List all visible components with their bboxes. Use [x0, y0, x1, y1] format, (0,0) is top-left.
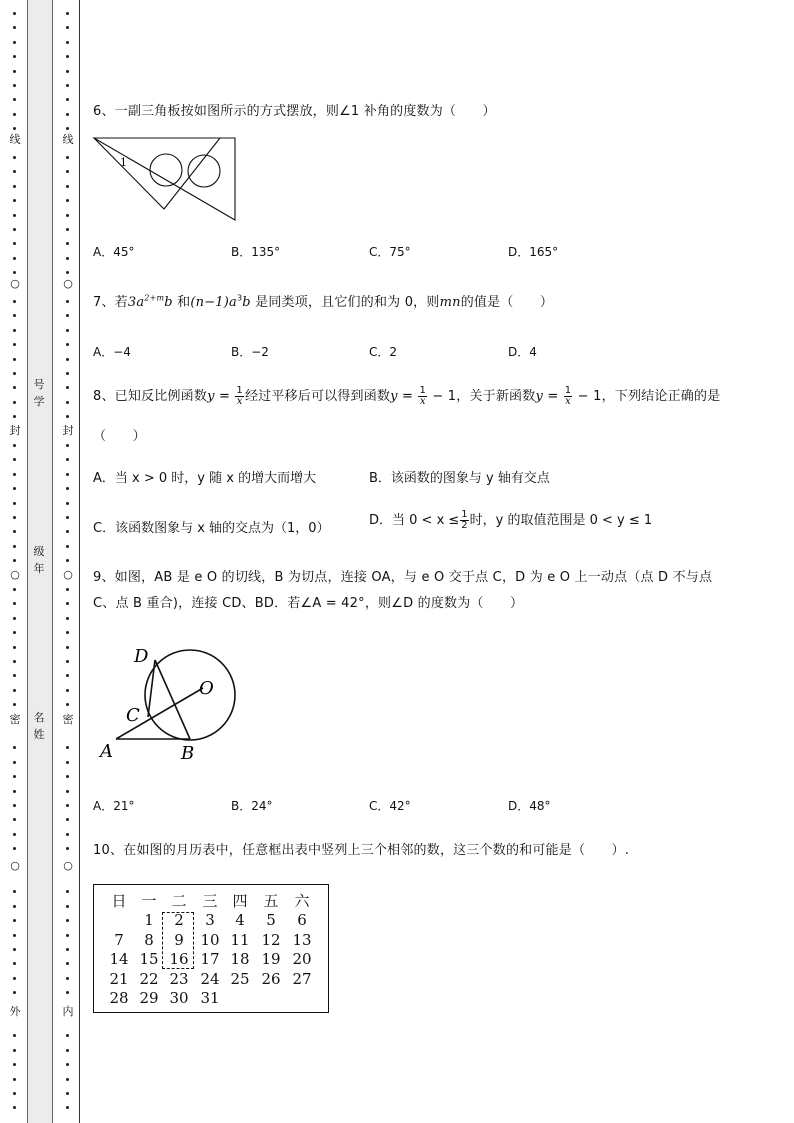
outer-gutter-dot [13, 545, 16, 548]
outer-gutter-marker: 外 [9, 1005, 21, 1018]
outer-gutter-dot [13, 329, 16, 332]
outer-gutter-dot [13, 401, 16, 404]
calendar-day: 17 [200, 950, 220, 969]
calendar-weekday-header: 二 [171, 892, 187, 910]
inner-gutter-dot [66, 674, 69, 677]
q9-option-c[interactable]: C．42° [369, 799, 411, 813]
point-d-label: D [134, 646, 149, 667]
inner-gutter-dot [66, 26, 69, 29]
q8-option-d[interactable]: D．当 0 < x ≤ $\frac{1}{2}$ 时，y 的取值范围是 0 < y ≤ 1 [369, 509, 653, 531]
calendar-day: 15 [139, 950, 159, 969]
inner-gutter-marker: ○ [63, 277, 73, 290]
point-o-label: O [199, 678, 214, 699]
inner-gutter-dot [66, 358, 69, 361]
inner-gutter-dot [66, 660, 69, 663]
inner-gutter-dot [66, 70, 69, 73]
outer-gutter-dot [13, 559, 16, 562]
calendar-day: 1 [144, 911, 154, 929]
q6-option-a[interactable]: A．45° [93, 245, 135, 259]
outer-gutter-dot [13, 1063, 16, 1066]
inner-gutter-dot [66, 98, 69, 101]
inner-gutter-dot [66, 833, 69, 836]
outer-gutter-dot [13, 833, 16, 836]
inner-gutter-dot [66, 1092, 69, 1095]
inner-gutter-dot [66, 242, 69, 245]
calendar-weekday-header: 日 [111, 892, 127, 910]
inner-gutter-dot [66, 170, 69, 173]
calendar-day: 26 [261, 969, 281, 988]
calendar-weekday-header: 六 [294, 892, 310, 910]
outer-gutter-dot [13, 1049, 16, 1052]
inner-gutter-dot [66, 12, 69, 15]
inner-gutter-dot [66, 401, 69, 404]
inner-gutter-dot [66, 185, 69, 188]
inner-gutter-dot [66, 530, 69, 533]
calendar-day: 25 [230, 969, 250, 988]
outer-gutter-dot [13, 343, 16, 346]
outer-gutter-dot [13, 84, 16, 87]
inner-gutter-dot [66, 588, 69, 591]
q9-option-d[interactable]: D．48° [508, 799, 551, 813]
inner-gutter-dot [66, 545, 69, 548]
inner-gutter-dot [66, 646, 69, 649]
outer-gutter-dot [13, 70, 16, 73]
question-7-text: 7、若$3a^{2+m}b$ 和$(n-1)a^3b$ 是同类项，且它们的和为 0，则mn的值是（ ） [93, 293, 554, 310]
calendar-day: 8 [144, 930, 154, 949]
outer-gutter-dot [13, 804, 16, 807]
inner-gutter-dot [66, 689, 69, 692]
inner-gutter-dot [66, 847, 69, 850]
inner-gutter-dot [66, 1106, 69, 1109]
inner-gutter-dot [66, 790, 69, 793]
inner-gutter-dot [66, 271, 69, 274]
outer-gutter-dot [13, 530, 16, 533]
calendar-day: 28 [109, 989, 129, 1008]
inner-gutter-dot [66, 343, 69, 346]
outer-gutter-dot [13, 934, 16, 937]
calendar-day: 30 [169, 989, 189, 1008]
inner-gutter-dot [66, 775, 69, 778]
inner-gutter-dot [66, 386, 69, 389]
inner-gutter-marker: ○ [63, 568, 73, 581]
inner-gutter-dot [66, 631, 69, 634]
outer-gutter-dot [13, 516, 16, 519]
outer-gutter-dot [13, 962, 16, 965]
inner-gutter-dot [66, 516, 69, 519]
outer-gutter-dot [13, 818, 16, 821]
inner-gutter-dot [66, 617, 69, 620]
q7-option-c[interactable]: C．2 [369, 345, 398, 359]
outer-gutter-dot [13, 113, 16, 116]
inner-gutter-marker: 封 [62, 424, 74, 437]
calendar-weekday-header: 四 [232, 892, 248, 910]
inner-gutter-dot [66, 890, 69, 893]
q6-option-d[interactable]: D．165° [508, 245, 559, 259]
calendar-day: 18 [230, 950, 250, 969]
inner-gutter-dot [66, 156, 69, 159]
outer-gutter-dot [13, 415, 16, 418]
inner-gutter-marker: 线 [62, 133, 74, 146]
q7-option-a[interactable]: A．−4 [93, 345, 131, 359]
calendar-day: 6 [297, 911, 307, 929]
inner-gutter-dot [66, 314, 69, 317]
calendar-day: 20 [292, 950, 312, 969]
q6-option-b[interactable]: B．135° [231, 245, 281, 259]
outer-gutter-dot [13, 1034, 16, 1037]
question-6-figure [92, 135, 240, 223]
inner-gutter-dot [66, 1078, 69, 1081]
outer-gutter-marker: 线 [9, 133, 21, 146]
inner-gutter-dot [66, 1049, 69, 1052]
outer-gutter-dot [13, 617, 16, 620]
outer-gutter-dot [13, 602, 16, 605]
q6-option-c[interactable]: C．75° [369, 245, 411, 259]
inner-gutter-dot [66, 84, 69, 87]
calendar-day: 14 [109, 950, 129, 969]
inner-gutter-dot [66, 703, 69, 706]
inner-gutter-dot [66, 113, 69, 116]
outer-gutter-dot [13, 674, 16, 677]
point-a-label: A [100, 741, 113, 762]
inner-gutter-dot [66, 444, 69, 447]
outer-gutter-dot [13, 905, 16, 908]
outer-gutter-dot [13, 55, 16, 58]
outer-gutter-dot [13, 185, 16, 188]
inner-gutter-dot [66, 487, 69, 490]
inner-gutter-marker: ○ [63, 859, 73, 872]
calendar-day: 4 [235, 911, 245, 929]
question-9-line2: C、点 B 重合)，连接 CD、BD．若∠A = 42°，则∠D 的度数为（ ） [93, 596, 524, 611]
inner-gutter-dot [66, 934, 69, 937]
outer-gutter-dot [13, 314, 16, 317]
inner-gutter-dot [66, 199, 69, 202]
inner-gutter-dot [66, 905, 69, 908]
outer-gutter-dot [13, 257, 16, 260]
inner-gutter-dot [66, 300, 69, 303]
inner-gutter-dot [66, 41, 69, 44]
q7-option-b[interactable]: B．−2 [231, 345, 269, 359]
month-calendar [93, 884, 329, 1013]
outer-gutter-dot [13, 991, 16, 994]
outer-gutter-dot [13, 473, 16, 476]
label-grade: 级年 [33, 545, 45, 575]
calendar-day: 23 [169, 969, 189, 988]
question-8-answer-bracket: （ ） [93, 429, 146, 444]
calendar-day: 3 [205, 911, 215, 929]
outer-gutter-dot [13, 703, 16, 706]
calendar-weekday-header: 三 [202, 892, 218, 910]
calendar-day: 19 [261, 950, 281, 969]
q9-option-a[interactable]: A．21° [93, 799, 135, 813]
angle-1-label: 1 [120, 156, 127, 169]
q9-option-b[interactable]: B．24° [231, 799, 273, 813]
outer-gutter-dot [13, 242, 16, 245]
outer-gutter-dot [13, 26, 16, 29]
calendar-day: 12 [261, 930, 281, 949]
outer-gutter-dot [13, 12, 16, 15]
calendar-day: 16 [169, 950, 189, 969]
inner-gutter-dot [66, 991, 69, 994]
inner-dot-column [63, 0, 73, 1123]
inner-gutter-dot [66, 919, 69, 922]
outer-gutter-dot [13, 372, 16, 375]
outer-gutter-dot [13, 1092, 16, 1095]
outer-gutter-marker: ○ [10, 277, 20, 290]
inner-gutter-dot [66, 746, 69, 749]
outer-gutter-dot [13, 919, 16, 922]
calendar-day: 10 [200, 930, 220, 949]
outer-gutter-dot [13, 631, 16, 634]
question-9-figure [96, 640, 246, 768]
inner-gutter-dot [66, 559, 69, 562]
outer-gutter-marker: 密 [9, 713, 21, 726]
outer-gutter-marker: ○ [10, 859, 20, 872]
outer-gutter-dot [13, 775, 16, 778]
calendar-day: 5 [266, 911, 276, 929]
outer-dot-column [10, 0, 20, 1123]
calendar-weekday-header: 五 [263, 892, 279, 910]
inner-gutter-dot [66, 818, 69, 821]
outer-gutter-dot [13, 746, 16, 749]
outer-gutter-dot [13, 761, 16, 764]
outer-gutter-dot [13, 300, 16, 303]
outer-gutter-dot [13, 790, 16, 793]
outer-gutter-dot [13, 386, 16, 389]
label-name: 名姓 [33, 711, 45, 741]
outer-gutter-dot [13, 1106, 16, 1109]
calendar-day: 29 [139, 989, 159, 1008]
q8-option-a[interactable]: A．当 x > 0 时，y 随 x 的增大而增大 [93, 471, 317, 486]
inner-gutter-marker: 内 [62, 1005, 74, 1018]
outer-gutter-dot [13, 199, 16, 202]
inner-gutter-dot [66, 602, 69, 605]
inner-gutter-dot [66, 473, 69, 476]
outer-gutter-dot [13, 977, 16, 980]
outer-gutter-dot [13, 588, 16, 591]
outer-gutter-dot [13, 98, 16, 101]
q7-option-d[interactable]: D．4 [508, 345, 537, 359]
calendar-day: 7 [114, 930, 124, 949]
outer-gutter-dot [13, 487, 16, 490]
question-8-text: 8、已知反比例函数y = $\frac{1}{x}$ 经过平移后可以得到函数y = $\frac{1}{x}$ − 1，关于新函数y = $\frac{1}{x}$ − 1，下列结论正确的是 [93, 385, 721, 407]
outer-gutter-dot [13, 646, 16, 649]
inner-gutter-dot [66, 458, 69, 461]
outer-gutter-marker: 封 [9, 424, 21, 437]
outer-gutter-dot [13, 358, 16, 361]
outer-gutter-marker: ○ [10, 568, 20, 581]
calendar-day: 27 [292, 969, 312, 988]
outer-gutter-dot [13, 847, 16, 850]
inner-gutter-dot [66, 415, 69, 418]
inner-gutter-dot [66, 127, 69, 130]
outer-gutter-dot [13, 660, 16, 663]
outer-gutter-dot [13, 156, 16, 159]
outer-gutter-dot [13, 127, 16, 130]
outer-gutter-dot [13, 689, 16, 692]
outer-gutter-dot [13, 170, 16, 173]
outer-gutter-dot [13, 444, 16, 447]
calendar-day: 31 [200, 989, 220, 1008]
inner-gutter-dot [66, 228, 69, 231]
question-9-line1: 9、如图，AB 是 e O 的切线，B 为切点，连接 OA，与 e O 交于点 C，D 为 e O 上一动点（点 D 不与点 [93, 570, 713, 585]
question-10-text: 10、在如图的月历表中，任意框出表中竖列上三个相邻的数，这三个数的和可能是（ ）. [93, 843, 630, 858]
outer-gutter-dot [13, 458, 16, 461]
calendar-day: 2 [174, 911, 184, 929]
inner-gutter-dot [66, 55, 69, 58]
calendar-day: 9 [174, 930, 184, 949]
outer-gutter-dot [13, 271, 16, 274]
inner-gutter-dot [66, 1034, 69, 1037]
inner-gutter-dot [66, 804, 69, 807]
calendar-day: 11 [230, 930, 250, 949]
calendar-weekday-header: 一 [141, 892, 157, 910]
outer-gutter-dot [13, 502, 16, 505]
binding-line [79, 0, 80, 1123]
inner-gutter-dot [66, 502, 69, 505]
inner-gutter-dot [66, 257, 69, 260]
label-student-id: 号学 [33, 378, 45, 408]
calendar-day: 21 [109, 969, 129, 988]
inner-gutter-dot [66, 761, 69, 764]
inner-gutter-dot [66, 962, 69, 965]
outer-gutter-dot [13, 214, 16, 217]
outer-gutter-dot [13, 890, 16, 893]
q8-option-b[interactable]: B．该函数的图象与 y 轴有交点 [369, 471, 550, 486]
inner-gutter-dot [66, 214, 69, 217]
q8-option-c[interactable]: C．该函数图象与 x 轴的交点为（1，0） [93, 521, 330, 536]
inner-gutter-dot [66, 1063, 69, 1066]
calendar-day: 24 [200, 969, 220, 988]
outer-gutter-dot [13, 228, 16, 231]
inner-gutter-marker: 密 [62, 713, 74, 726]
inner-gutter-dot [66, 948, 69, 951]
outer-gutter-dot [13, 41, 16, 44]
calendar-day: 13 [292, 930, 312, 949]
point-c-label: C [126, 705, 140, 726]
point-b-label: B [181, 743, 195, 764]
outer-gutter-dot [13, 1078, 16, 1081]
inner-gutter-dot [66, 329, 69, 332]
inner-gutter-dot [66, 977, 69, 980]
outer-gutter-dot [13, 948, 16, 951]
question-6-text: 6、一副三角板按如图所示的方式摆放，则∠1 补角的度数为（ ） [93, 104, 496, 119]
calendar-day: 22 [139, 969, 159, 988]
inner-gutter-dot [66, 372, 69, 375]
